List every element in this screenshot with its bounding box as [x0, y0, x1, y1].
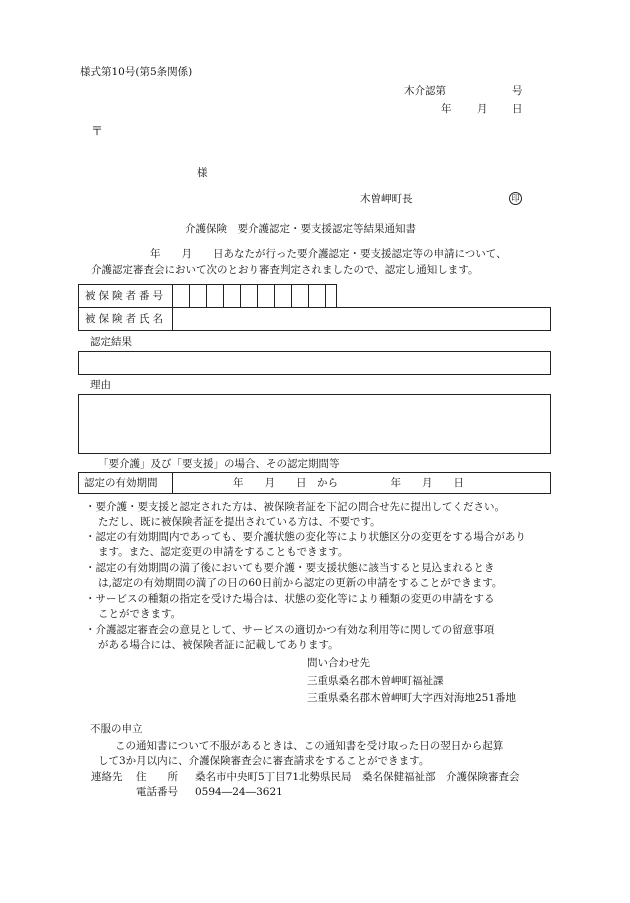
insured-name-label-cell: [78, 307, 173, 331]
reason-label: 理由: [90, 379, 111, 391]
contact-office: 三重県桑名郡木曽岬町福祉課: [307, 675, 444, 687]
intro-line-2: 介護認定審査会において次のとおり審査判定されましたので、認定し通知します。: [91, 264, 479, 276]
appeal-phone-label: 電話番号: [136, 786, 178, 798]
note-3-line-2: は,認定の有効期間の満了の日の60日前から認定の更新の申請をすることができます。: [98, 577, 503, 589]
intro-line-1: 年 月 日あなたが行った要介護認定・要支援認定等の申請について、: [150, 248, 507, 260]
insured-number-digit-cell[interactable]: [206, 284, 224, 308]
contact-heading: 問い合わせ先: [307, 657, 370, 669]
insured-number-digit-cell[interactable]: [223, 284, 241, 308]
appeal-line-1: この通知書について不服があるときは、この通知書を受け取った日の翌日から起算: [115, 740, 504, 752]
insured-number-digit-cell[interactable]: [291, 284, 309, 308]
date-day-label: 日: [512, 103, 523, 115]
note-5-line-1: ・介護認定審査会の意見として、サービスの適切かつ有効な利用等に関しての留意事項: [85, 624, 495, 636]
document-number-suffix: 号: [512, 85, 523, 97]
insured-number-digit-cell[interactable]: [172, 284, 190, 308]
insured-number-digit-cell[interactable]: [308, 284, 326, 308]
appeal-address-label: 住 所: [136, 771, 178, 783]
note-2-line-1: ・認定の有効期間内であっても、要介護状態の変化等により状態区分の変更をする場合があり: [85, 531, 526, 543]
note-1-line-1: ・要介護・要支援と認定された方は、被保険者証を下記の問合せ先に提出してください。: [85, 501, 505, 513]
issuer-name: 木曽岬町長: [360, 193, 413, 205]
insured-number-digit-cell[interactable]: [257, 284, 275, 308]
period-heading: 「要介護」及び「要支援」の場合、その認定期間等: [98, 458, 340, 470]
appeal-phone-value: 0594―24―3621: [195, 786, 283, 798]
postal-mark: 〒: [91, 124, 104, 138]
insured-number-label-cell: [78, 284, 173, 308]
note-3-line-1: ・認定の有効期間の満了後においても要介護・要支援状態に該当すると見込まれるとき: [85, 562, 495, 574]
result-label: 認定結果: [90, 336, 132, 348]
insured-number-digit-cell[interactable]: [240, 284, 258, 308]
insured-name-label: 被保険者氏名: [85, 313, 166, 325]
insured-number-digit-cell[interactable]: [325, 284, 337, 308]
validity-period-text: 年 月 日 から 年 月 日: [233, 477, 464, 489]
validity-field[interactable]: [172, 472, 551, 494]
appeal-contact-label: 連絡先: [91, 771, 123, 783]
validity-label-cell: [78, 472, 173, 494]
form-number: 様式第10号(第5条関係): [80, 66, 193, 78]
appeal-heading: 不服の申立: [90, 723, 143, 735]
insured-name-field[interactable]: [172, 307, 551, 331]
result-field[interactable]: [78, 351, 551, 375]
insured-number-label: 被保険者番号: [85, 290, 166, 302]
document-title: 介護保険 要介護認定・要支援認定等結果通知書: [185, 223, 416, 235]
seal-mark: 印: [509, 192, 522, 205]
note-2-line-2: ます。また、認定変更の申請をすることもできます。: [98, 546, 349, 558]
appeal-line-2: して3か月以内に、介護保険審査会に審査請求をすることができます。: [98, 755, 430, 767]
note-1-line-2: ただし、既に被保険者証を提出されている方は、不要です。: [98, 516, 381, 528]
note-4-line-2: ことができます。: [98, 608, 182, 620]
contact-address: 三重県桑名郡木曽岬町大字西対海地251番地: [307, 692, 517, 704]
date-year-label: 年: [441, 103, 452, 115]
date-month-label: 月: [477, 103, 488, 115]
validity-label: 認定の有効期間: [84, 477, 158, 489]
recipient-honorific: 様: [197, 167, 208, 179]
note-4-line-1: ・サービスの種類の指定を受けた場合は、状態の変化等により種類の変更の申請をする: [85, 593, 495, 605]
insured-number-digit-cell[interactable]: [189, 284, 207, 308]
note-5-line-2: がある場合には、被保険者証に記載してあります。: [98, 639, 339, 651]
insured-number-digit-cell[interactable]: [274, 284, 292, 308]
document-number-prefix: 木介認第: [404, 85, 446, 97]
appeal-address-value: 桑名市中央町5丁目71北勢県民局 桑名保健福祉部 介護保険審査会: [195, 771, 520, 783]
reason-field[interactable]: [78, 394, 551, 454]
